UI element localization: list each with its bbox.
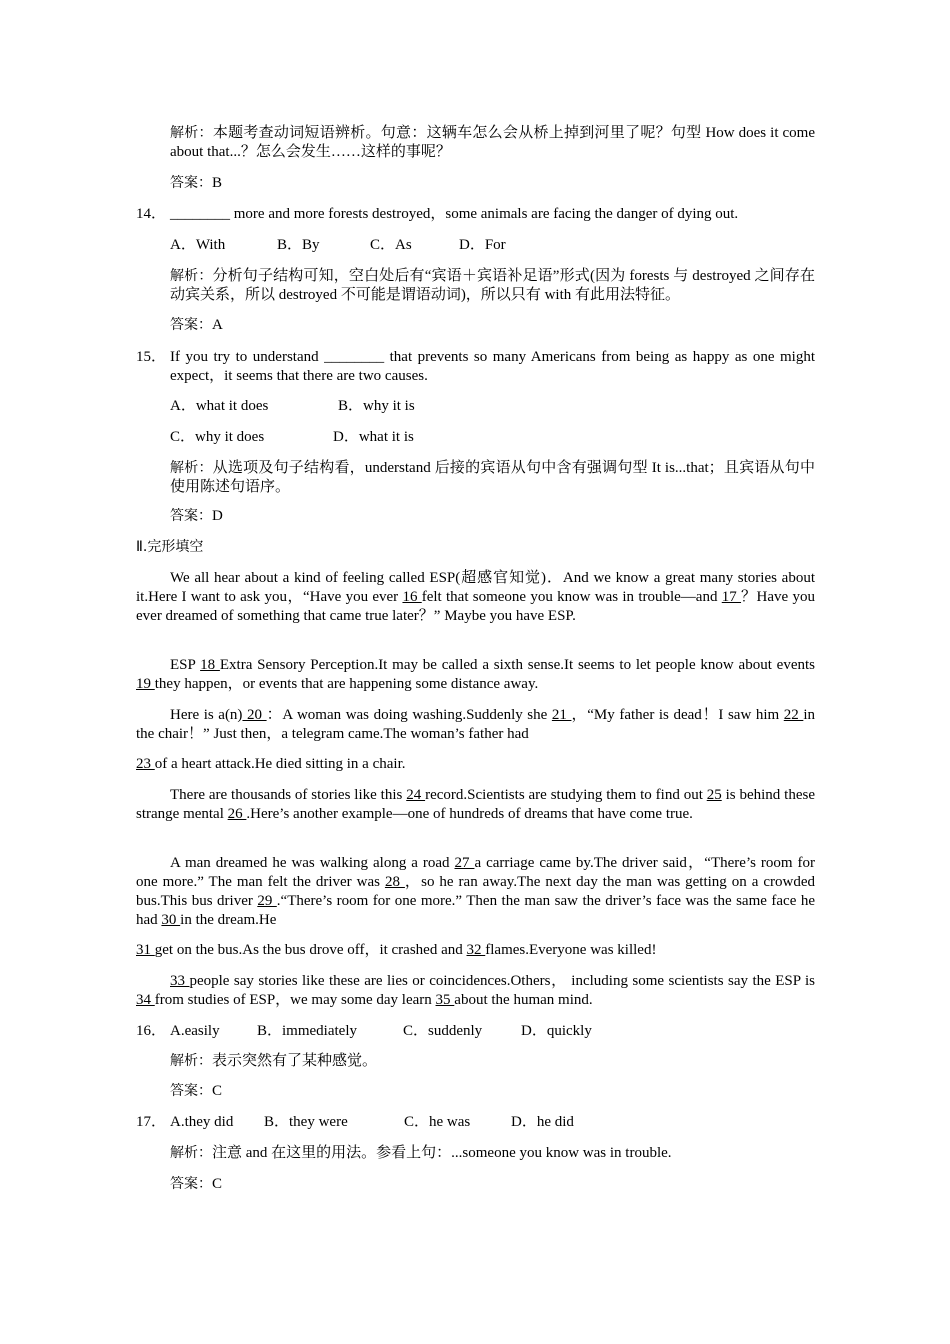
passage-paragraph-1: We all hear about a kind of feeling called ESP(超感官知觉)．And we know a great many stories about it.Here I want to ask you，“Have you ever 16 felt that someone you know was in trouble—and 17 ？Have you ever dreamed of something that came true later？” Maybe you have ESP. [136, 570, 815, 624]
analysis-text: 注意 and 在这里的用法。参看上句：...someone you know was in trouble. [212, 1145, 672, 1161]
answer-value: B [212, 175, 223, 191]
blank-16: 16 [402, 589, 422, 605]
answer-label: 答案： [170, 508, 212, 524]
analysis-text: 本题考查动词短语辨析。句意：这辆车怎么会从桥上掉到河里了呢？句型 How does it come about that...？怎么会发生……这样的事呢？ [170, 125, 816, 160]
q15-stem: If you try to understand ________ that prevents so many Americans from being as happy as one might expect，it seems that there are two causes. [170, 349, 815, 384]
section-heading: Ⅱ.完形填空 [136, 539, 204, 555]
q16-option-b: B．immediately [257, 1023, 357, 1039]
q17-option-d: D．he did [511, 1114, 574, 1130]
q13-analysis [170, 124, 815, 162]
answer-value: C [212, 1083, 223, 1099]
q17-option-c: C．he was [404, 1114, 471, 1130]
answer-label: 答案： [170, 317, 212, 333]
answer-value: D [212, 508, 223, 524]
blank-22: 22 [783, 707, 804, 723]
answer-label: 答案： [170, 175, 212, 191]
q17-option-b: B．they were [264, 1114, 348, 1130]
q15-option-d: D．what it is [333, 429, 414, 445]
blank-28: 28 [384, 874, 405, 890]
passage-paragraph-5: There are thousands of stories like this 24 record.Scientists are studying them to find out 25 is behind these strange mental 26 .Here’s another example—one of hundreds of dreams that have come true. [136, 787, 816, 822]
blank-35: 35 [435, 992, 455, 1008]
answer-label: 答案： [170, 1083, 212, 1099]
q14-analysis [170, 267, 815, 305]
q16-answer [170, 1082, 815, 1101]
q14-option-b: B．By [277, 237, 320, 253]
passage-paragraph-2: ESP 18 Extra Sensory Perception.It may be called a sixth sense.It seems to let people know about events 19 they happen，or events that are happening some distance away. [136, 657, 815, 692]
blank-33: 33 [170, 973, 190, 989]
q13-answer [170, 174, 815, 193]
q14-stem: ________ more and more forests destroyed，some animals are facing the danger of dying out. [170, 206, 739, 222]
question-number: 16． [136, 1023, 167, 1039]
analysis-label: 解析： [170, 1053, 212, 1069]
q17-answer [170, 1175, 815, 1194]
blank-17: 17 [721, 589, 742, 605]
passage-paragraph-4: 23 of a heart attack.He died sitting in a chair. [136, 756, 406, 772]
analysis-label: 解析： [170, 268, 213, 284]
q14-option-c: C．As [370, 237, 412, 253]
q16-option-a: A.easily [170, 1023, 220, 1039]
blank-20: 20 [242, 707, 267, 723]
analysis-text: 表示突然有了某种感觉。 [212, 1053, 378, 1069]
blank-31: 31 [136, 942, 155, 958]
answer-label: 答案： [170, 1176, 212, 1192]
blank-29: 29 [257, 893, 277, 909]
passage-paragraph-7: 31 get on the bus.As the bus drove off，it crashed and 32 flames.Everyone was killed! [136, 942, 657, 958]
q15-option-b: B．why it is [338, 398, 415, 414]
q14-option-d: D．For [459, 237, 506, 253]
q15-analysis [170, 459, 815, 497]
blank-26: 26 [227, 806, 247, 822]
analysis-text: 分析句子结构可知，空白处后有“宾语＋宾语补足语”形式(因为 forests 与 destroyed 之间存在动宾关系，所以 destroyed 不可能是谓语动词)，所以只有 with 有此用法特征。 [170, 268, 816, 303]
q17-option-a: A.they did [170, 1114, 234, 1130]
analysis-text: 从选项及句子结构看，understand 后接的宾语从句中含有强调句型 It is...that；且宾语从句中使用陈述句语序。 [170, 460, 815, 495]
blank-30: 30 [161, 912, 181, 928]
q15-answer [170, 507, 815, 526]
q14-answer [170, 316, 815, 335]
answer-value: A [212, 317, 223, 333]
blank-25: 25 [706, 787, 722, 803]
blank-24: 24 [406, 787, 426, 803]
q17-analysis [170, 1144, 815, 1163]
blank-27: 27 [454, 855, 475, 871]
q14-option-a: A．With [170, 237, 226, 253]
passage-paragraph-3: Here is a(n) 20 ：A woman was doing washing.Suddenly she 21 ，“My father is dead！I saw him 22 in the chair！” Just then，a telegram came.The woman’s father had [136, 707, 816, 742]
blank-19: 19 [136, 676, 155, 692]
question-number: 17． [136, 1114, 167, 1130]
q16-option-d: D．quickly [521, 1023, 592, 1039]
passage-paragraph-8: 33 people say stories like these are lies or coincidences.Others， including some scientists say the ESP is 34 from studies of ESP，we may some day learn 35 about the human mind. [136, 973, 816, 1008]
question-number: 15． [136, 349, 167, 365]
question-number: 14． [136, 206, 167, 222]
blank-21: 21 [551, 707, 572, 723]
blank-18: 18 [200, 657, 220, 673]
blank-34: 34 [136, 992, 155, 1008]
q15-option-a: A．what it does [170, 398, 269, 414]
analysis-label: 解析： [170, 1145, 212, 1161]
blank-23: 23 [136, 756, 155, 772]
analysis-label: 解析： [170, 125, 213, 141]
q15-option-c: C．why it does [170, 429, 265, 445]
q16-option-c: C．suddenly [403, 1023, 483, 1039]
passage-paragraph-6: A man dreamed he was walking along a road 27 a carriage came by.The driver said，“There’s room for one more.” The man felt the driver was 28 ，so he ran away.The next day the man was getting on a crowded bus.This bus driver 29 .“There’s room for one more.” Then the man saw the driver’s face was the same face he had 30 in the dream.He [136, 855, 816, 928]
q16-analysis [170, 1052, 815, 1071]
answer-value: C [212, 1176, 223, 1192]
analysis-label: 解析： [170, 460, 213, 476]
blank-32: 32 [466, 942, 486, 958]
